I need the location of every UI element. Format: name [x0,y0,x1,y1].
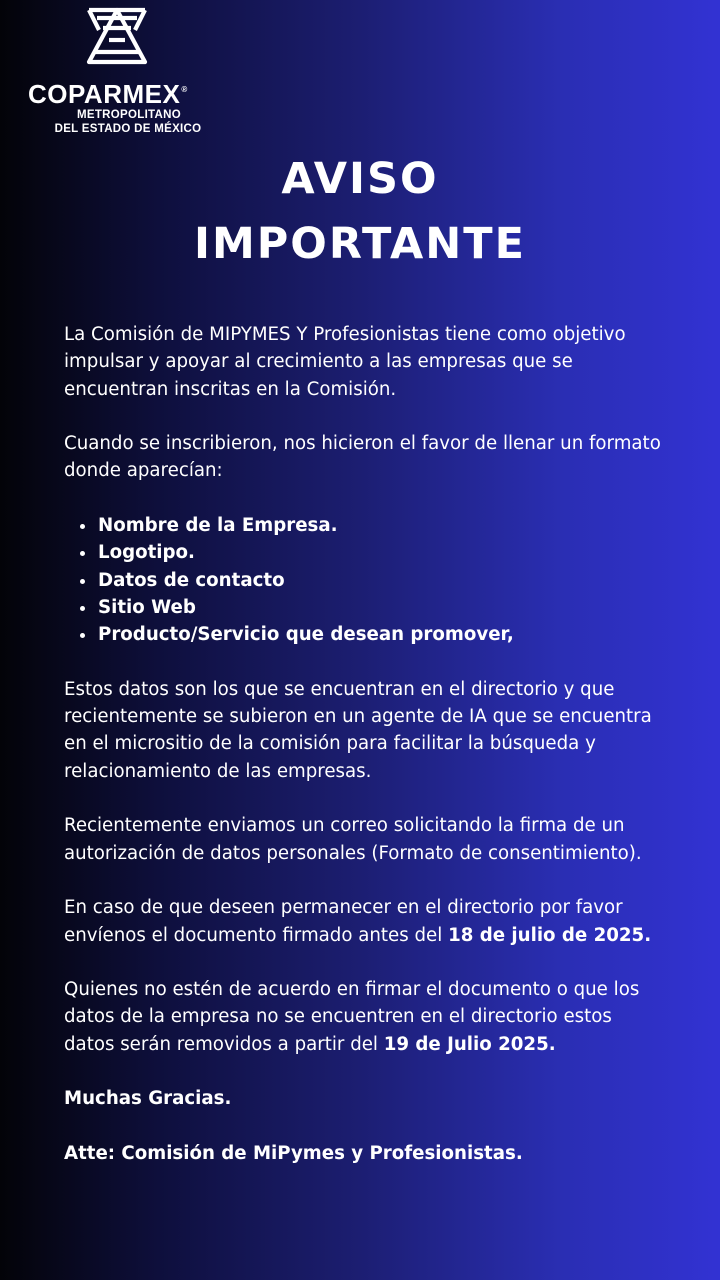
coparmex-logo [28,6,218,135]
deadline-text: En caso de que deseen permanecer en el directorio por favor envíenos el documento firmado antes del [64,897,623,946]
logo-subtitle-1: METROPOLITANO [77,109,181,121]
paragraph-registration: Cuando se inscribieron, nos hicieron el favor de llenar un formato donde aparecían: [64,433,661,482]
logo-wordmark [28,79,218,110]
thanks-text: Muchas Gracias. [64,1088,232,1110]
signature-text: Atte: Comisión de MiPymes y Profesionistas. [64,1142,523,1164]
list-item: • Logotipo. [97,539,664,566]
paragraph-removal [64,976,664,1058]
title-line-1: AVISO [281,154,439,204]
paragraph-deadline [64,894,664,949]
paragraph-purpose: La Comisión de MIPYMES Y Profesionistas tiene como objetivo impulsar y apoyar al crecimiento a las empresas que se encuentran inscritas en la Comisión. [64,324,626,400]
coparmex-emblem-icon [85,6,149,66]
notice-body [64,321,664,1167]
signature-line [64,1140,664,1167]
deadline-date: 18 de julio de 2025. [448,924,652,946]
paragraph-email: Recientemente enviamos un correo solicitando la firma de un autorización de datos personales (Formato de consentimiento). [64,815,642,864]
removal-text: Quienes no estén de acuerdo en firmar el documento o que los datos de la empresa no se encuentren en el directorio estos datos serán removidos a partir del [64,979,640,1055]
logo-subtitle-2: DEL ESTADO DE MÉXICO [54,123,202,135]
registered-mark: ® [181,85,188,94]
paragraph-directory: Estos datos son los que se encuentran en el directorio y que recientemente se subieron en un agente de IA que se encuentra en el micrositio de la comisión para facilitar la búsqueda y relacionamiento de las empresas. [64,678,652,782]
logo-name: COPARMEX [28,79,181,109]
list-item: • Datos de contacto [97,567,664,594]
removal-date: 19 de Julio 2025. [383,1033,556,1055]
title-line-2: IMPORTANTE [193,219,526,269]
list-item: • Nombre de la Empresa. [97,512,664,539]
thanks-line [64,1085,664,1112]
data-list [64,512,664,648]
list-item: • Producto/Servicio que desean promover, [97,621,664,648]
list-item: • Sitio Web [97,594,664,621]
